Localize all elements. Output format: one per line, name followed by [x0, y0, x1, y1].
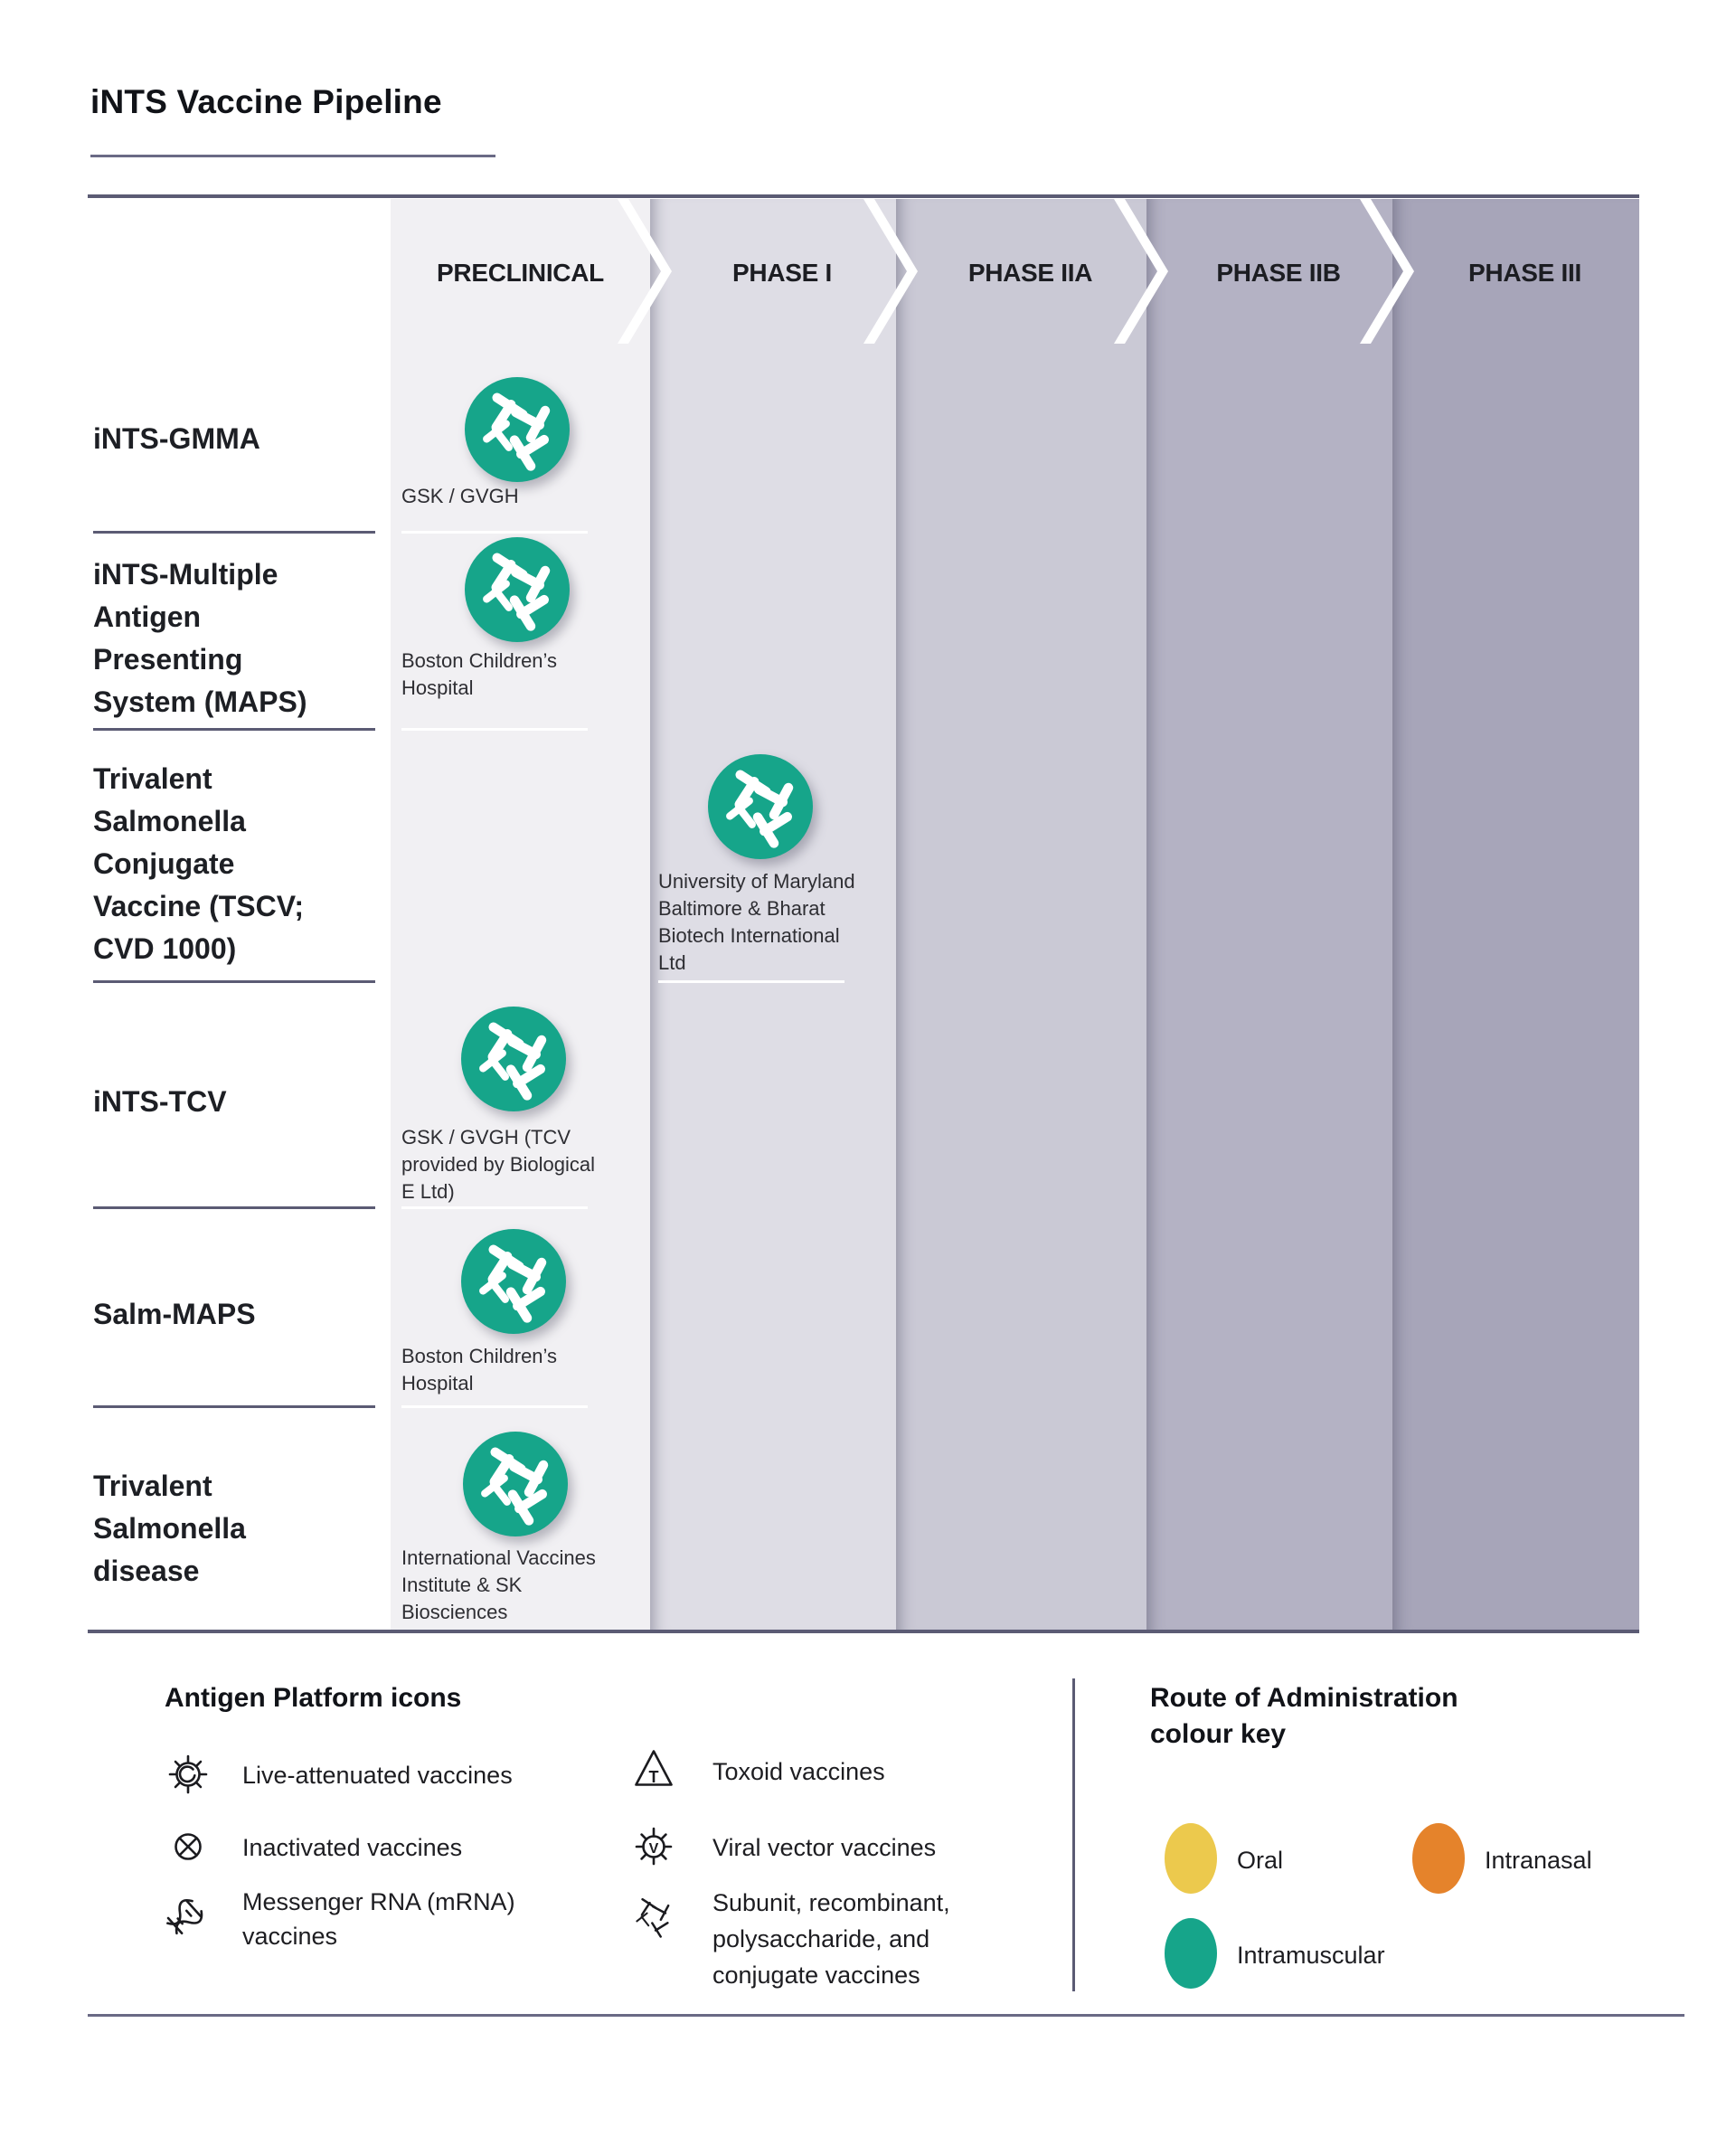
row-label-line: iNTS-TCV [93, 1085, 227, 1118]
row-label-line: Vaccine (TSCV; [93, 890, 304, 922]
row-label-line: Antigen [93, 600, 202, 633]
route-item-label: Intranasal [1485, 1847, 1592, 1874]
org-label-line: Biosciences [401, 1601, 508, 1623]
toxoid-icon [630, 1745, 677, 1792]
row-separator-column [658, 980, 844, 983]
org-label [401, 483, 609, 510]
column-phase-2b [1146, 199, 1392, 1631]
legend-item-line: Messenger RNA (mRNA) [242, 1888, 515, 1915]
column-phase-2a [896, 199, 1146, 1631]
phase-header-phase-3: PHASE III [1468, 259, 1581, 287]
subunit-vaccine-icon [465, 537, 570, 642]
org-label-line: Ltd [658, 951, 686, 974]
row-label-line: CVD 1000) [93, 932, 237, 965]
legend-item-label [712, 1754, 885, 1789]
svg-text:V: V [648, 1841, 659, 1857]
org-label-line: E Ltd) [401, 1180, 455, 1203]
page-title: iNTS Vaccine Pipeline [90, 83, 442, 120]
subunit-vaccine-icon [465, 377, 570, 482]
inactivated-virus-icon [165, 1823, 212, 1870]
legend-item-label [242, 1885, 515, 1953]
row-separator-column [401, 531, 588, 534]
legend-item-line: polysaccharide, and [712, 1925, 930, 1952]
row-label-line: System (MAPS) [93, 685, 307, 718]
subunit-vaccine-icon [461, 1229, 566, 1334]
row-label-line: Trivalent [93, 1470, 212, 1502]
route-legend-header-line: colour key [1150, 1719, 1287, 1749]
phase-header-phase-2a: PHASE IIA [967, 259, 1093, 287]
route-legend-header [1150, 1680, 1458, 1753]
legend-item-line: Subunit, recombinant, [712, 1889, 950, 1916]
row-label-line: Salmonella [93, 1512, 246, 1545]
row-separator [93, 1405, 375, 1408]
org-label-line: GSK / GVGH (TCV [401, 1126, 571, 1149]
legend-item-line: Live-attenuated vaccines [242, 1762, 513, 1789]
viral-vector-icon [630, 1821, 677, 1868]
org-label [401, 1343, 609, 1397]
row-separator-column [401, 1206, 588, 1209]
row-separator [93, 980, 375, 983]
row-label-trivalent-salmonella [93, 1465, 375, 1593]
org-label-line: University of Maryland [658, 870, 855, 893]
org-label-line: Biotech International [658, 924, 840, 947]
org-label-line: Hospital [401, 1372, 474, 1394]
org-label-line: Hospital [401, 676, 474, 699]
row-label-line: Salmonella [93, 805, 246, 837]
route-legend-header-line: Route of Administration [1150, 1683, 1458, 1713]
row-separator-column [401, 1405, 588, 1408]
row-label-ints-gmma [93, 418, 375, 460]
row-label-tscv [93, 758, 375, 970]
legend-item-line: vaccines [242, 1923, 338, 1950]
row-label-ints-tcv [93, 1081, 375, 1123]
row-label-line: Trivalent [93, 762, 212, 795]
table-top-rule [88, 194, 1639, 198]
org-label-line: Boston Children’s [401, 649, 558, 672]
column-phase-3 [1392, 199, 1639, 1631]
legend-item-line: conjugate vaccines [712, 1962, 920, 1989]
svg-text:T: T [648, 1768, 659, 1786]
subunit-vaccine-icon [461, 1007, 566, 1111]
oral-color-swatch [1165, 1823, 1217, 1894]
org-label-line: International Vaccines [401, 1546, 596, 1569]
org-label [401, 1545, 609, 1626]
intranasal-color-swatch [1412, 1823, 1465, 1894]
row-separator [93, 728, 375, 731]
phase-header-preclinical: PRECLINICAL [437, 259, 604, 287]
legend-item-label [712, 1885, 950, 1993]
legend-item-line: Toxoid vaccines [712, 1758, 885, 1785]
row-separator-column [401, 728, 588, 731]
subunit-vaccine-icon [463, 1432, 568, 1536]
legend-item-line: Viral vector vaccines [712, 1834, 937, 1861]
legend-item-line: Inactivated vaccines [242, 1834, 463, 1861]
intramuscular-color-swatch [1165, 1918, 1217, 1989]
row-separator [93, 531, 375, 534]
legend-divider [1072, 1678, 1075, 1991]
subunit-icon [630, 1894, 677, 1941]
title-underline [90, 155, 495, 157]
org-label-line: GSK / GVGH [401, 485, 519, 507]
legend-item-label [242, 1758, 513, 1792]
org-label [401, 648, 609, 702]
table-bottom-rule [88, 1630, 1639, 1633]
org-label-line: Boston Children’s [401, 1345, 558, 1367]
row-label-ints-maps [93, 553, 375, 723]
row-label-line: Conjugate [93, 847, 235, 880]
route-item-label: Oral [1237, 1847, 1284, 1874]
org-label-line: Baltimore & Bharat [658, 897, 826, 920]
org-label-line: provided by Biological [401, 1153, 596, 1176]
row-label-line: Presenting [93, 643, 243, 676]
row-label-salm-maps [93, 1293, 375, 1336]
row-label-line: iNTS-Multiple [93, 558, 278, 591]
antigen-legend-header: Antigen Platform icons [165, 1683, 462, 1713]
row-separator [93, 1206, 375, 1209]
row-label-line: Salm-MAPS [93, 1298, 256, 1330]
org-label [658, 868, 866, 977]
org-label [401, 1124, 609, 1205]
legend-bottom-rule [88, 2014, 1684, 2017]
row-label-line: iNTS-GMMA [93, 422, 260, 455]
route-item-label: Intramuscular [1237, 1942, 1385, 1969]
org-label-line: Institute & SK [401, 1574, 523, 1596]
legend-item-label [242, 1830, 462, 1865]
row-label-line: disease [93, 1555, 200, 1587]
phase-header-phase-2b: PHASE IIB [1216, 259, 1341, 287]
mrna-icon [159, 1892, 210, 1943]
legend-item-label [712, 1830, 936, 1865]
phase-header-phase-1: PHASE I [732, 259, 832, 287]
subunit-vaccine-icon [708, 754, 813, 859]
live-attenuated-virus-icon [165, 1751, 212, 1798]
